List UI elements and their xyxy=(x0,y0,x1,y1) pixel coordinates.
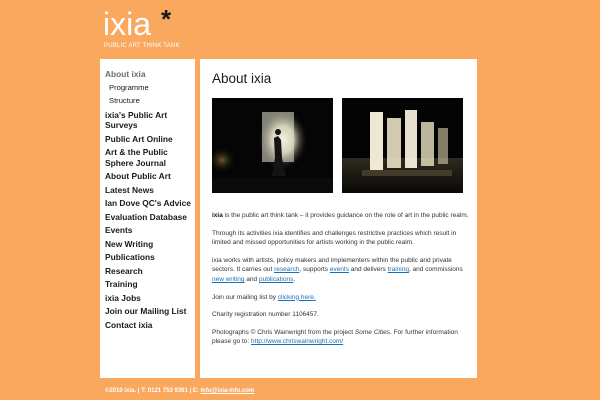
intro-text: is the public art think tank – it provides guidance on the role of art in the public realm. xyxy=(222,212,469,219)
publications-link[interactable]: publications xyxy=(258,275,294,283)
project-title: Some Cities xyxy=(354,328,390,336)
photo-night-figure-image xyxy=(212,98,333,193)
training-link[interactable]: training xyxy=(387,266,409,274)
sidebar-item-about-public-art[interactable]: About Public Art xyxy=(105,171,171,181)
logo-tagline: PUBLIC ART THINK TANK xyxy=(104,43,180,49)
sidebar-item-latest-news[interactable]: Latest News xyxy=(105,184,154,195)
works-text-6: . xyxy=(293,275,296,283)
photo-lit-panels xyxy=(342,98,463,193)
sidebar-item-join-our-mailing-list[interactable]: Join our Mailing List xyxy=(105,306,187,316)
activities-paragraph: Through its activities ixia identifies and challenges restrictive practices which result in limited and missed opportunities for artists working in the public realm. xyxy=(212,229,457,247)
works-text-4: , and commissions xyxy=(408,266,463,274)
sidebar-item-new-writing[interactable]: New Writing xyxy=(105,238,154,249)
footer-email-link[interactable]: info@ixia-info.com xyxy=(200,388,255,394)
main-content xyxy=(200,59,477,378)
sidebar-item-training[interactable]: Training xyxy=(105,279,138,289)
photo-night-figure xyxy=(212,98,333,193)
mailing-list-link[interactable]: clicking here. xyxy=(277,293,316,301)
sidebar-item-ian-dove-qc-s-advice[interactable]: Ian Dove QC's Advice xyxy=(105,198,191,208)
sidebar-item-ixia-s-public-art-surveys[interactable]: ixia's Public Art Surveys xyxy=(105,109,168,130)
mailing-paragraph xyxy=(212,293,470,303)
charity-paragraph: Charity registration number 1106457. xyxy=(212,311,319,319)
credit-text-2: . For further information please go to: xyxy=(212,328,458,346)
logo-word: ixia xyxy=(103,6,152,42)
logo-asterisk: * xyxy=(161,4,172,34)
works-paragraph xyxy=(212,256,470,285)
sidebar-item-public-art-online[interactable]: Public Art Online xyxy=(105,133,173,144)
mailing-text: Join our mailing list by xyxy=(212,293,278,301)
credit-text-1: Photographs © Chris Wainwright from the project xyxy=(212,328,355,336)
intro-paragraph xyxy=(212,211,470,221)
footer-text: ©2010 ixia. | T: 0121 753 9361 | E: xyxy=(105,388,201,394)
works-text-5: and xyxy=(244,275,259,283)
photographer-link[interactable]: http://www.chriswainwright.com/ xyxy=(251,338,344,346)
events-link[interactable]: events xyxy=(329,266,349,274)
new-writing-link[interactable]: new writing xyxy=(212,275,245,283)
sidebar-item-art-the-public-sphere-journal[interactable]: Art & the Public Sphere Journal xyxy=(105,147,168,168)
sidebar-nav xyxy=(100,59,195,378)
sidebar-item-programme[interactable]: Programme xyxy=(109,82,149,92)
sidebar-item-about-ixia[interactable]: About ixia xyxy=(105,69,146,79)
logo[interactable] xyxy=(103,4,203,53)
sidebar-item-structure[interactable]: Structure xyxy=(109,96,140,105)
about-text xyxy=(212,211,470,355)
ixia-strong: ixia xyxy=(212,212,223,219)
photo-credit-paragraph xyxy=(212,328,470,347)
sidebar-item-publications[interactable]: Publications xyxy=(105,252,155,262)
page-title: About ixia xyxy=(212,71,272,86)
sidebar-item-events[interactable]: Events xyxy=(105,225,133,235)
works-text-1: ixia works with artists, policy makers and implementers within the public and private sectors. It carries out xyxy=(212,256,452,274)
footer xyxy=(105,388,254,394)
research-link[interactable]: research xyxy=(274,266,300,274)
works-text-3: and delivers xyxy=(348,266,388,274)
sidebar-item-evaluation-database[interactable]: Evaluation Database xyxy=(105,211,187,222)
photo-lit-panels-image xyxy=(342,98,463,193)
works-text-2: , supports xyxy=(299,266,330,274)
sidebar-item-research[interactable]: Research xyxy=(105,265,143,276)
sidebar-item-ixia-jobs[interactable]: ixia Jobs xyxy=(105,292,141,303)
sidebar-list xyxy=(100,59,195,330)
sidebar-item-contact-ixia[interactable]: Contact ixia xyxy=(105,319,153,330)
